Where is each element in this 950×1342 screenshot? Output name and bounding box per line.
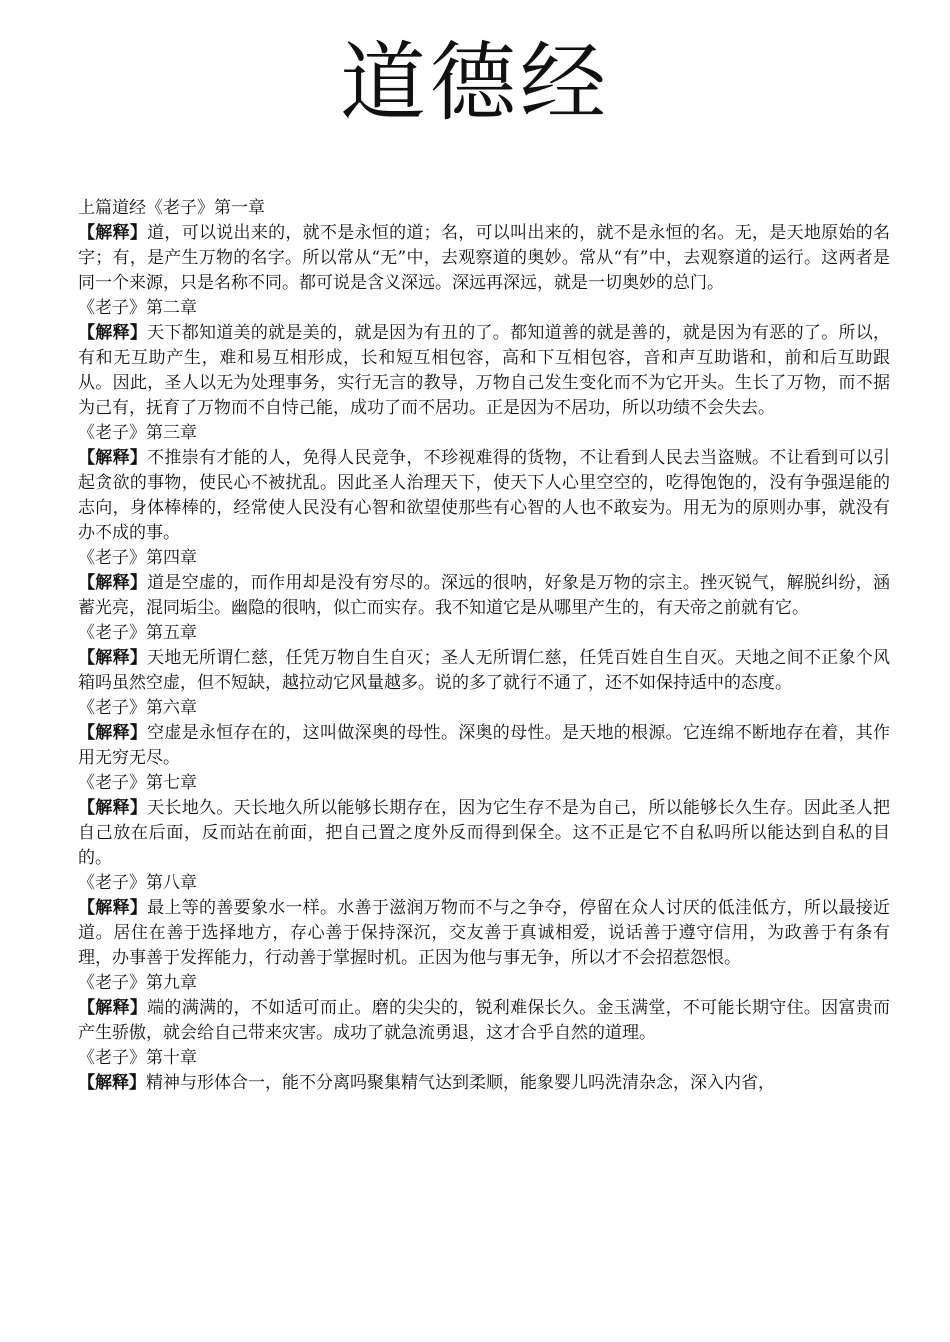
explanation-text: 精神与形体合一，能不分离吗聚集精气达到柔顺，能象婴儿吗洗清杂念，深入内省，: [146, 1073, 775, 1093]
chapter-heading: 《老子》第五章: [78, 623, 197, 643]
chapter-heading: 《老子》第十章: [78, 1048, 197, 1068]
explain-label: 【解释】: [78, 723, 148, 743]
explanation-text: 不推崇有才能的人，免得人民竞争，不珍视难得的货物，不让看到人民去当盗贼。不让看到可以引起贪欲的事物，使民心不被扰乱。因此圣人治理天下，使天下人心里空空的，吃得饱饱的，没有争强逞能的志向，身体棒棒的，经常使人民没有心智和欲望使那些有心智的人也不敢妄为。用无为的原则办事，就没有办不成的事。: [78, 448, 891, 543]
explanation-text: 道，可以说出来的，就不是永恒的道；名，可以叫出来的，就不是永恒的名。无，是天地原始的名字；有，是产生万物的名字。所以常从“无”中，去观察道的奥妙。常从“有”中，去观察道的运行。这两者是同一个来源，只是名称不同。都可说是含义深远。深远再深远，就是一切奥妙的总门。: [78, 223, 891, 293]
document-title: 道德经: [340, 33, 610, 133]
explain-label: 【解释】: [78, 223, 148, 243]
explanation-text: 最上等的善要象水一样。水善于滋润万物而不与之争夺，停留在众人讨厌的低洼低方，所以最接近道。居住在善于选择地方，存心善于保持深沉，交友善于真诚相爱，说话善于遵守信用，为政善于有条有理，办事善于发挥能力，行动善于掌握时机。正因为他与事无争，所以才不会招惹怨恨。: [78, 898, 891, 968]
chapter-heading: 《老子》第八章: [78, 873, 197, 893]
chapter-explanation: [78, 221, 890, 296]
explanation-text: 道是空虚的，而作用却是没有穷尽的。深远的很呐，好象是万物的宗主。挫灭锐气，解脱纠纷，涵蓄光亮，混同垢尘。幽隐的很呐，似亡而实存。我不知道它是从哪里产生的，有天帝之前就有它。: [78, 573, 891, 618]
document-content: [78, 196, 890, 1096]
explanation-text: 天下都知道美的就是美的，就是因为有丑的了。都知道善的就是善的，就是因为有恶的了。所以，有和无互助产生，难和易互相形成，长和短互相包容，高和下互相包容，音和声互助谐和，前和后互助跟从。因此，圣人以无为处理事务，实行无言的教导，万物自己发生变化而不为它开头。生长了万物，而不据为己有，抚育了万物而不自恃己能，成功了而不居功。正是因为不居功，所以功绩不会失去。: [78, 323, 891, 418]
explain-label: 【解释】: [78, 323, 148, 343]
chapter-heading: 《老子》第九章: [78, 973, 197, 993]
explanation-text: 天地无所谓仁慈，任凭万物自生自灭；圣人无所谓仁慈，任凭百姓自生自灭。天地之间不正象个风箱吗虽然空虚，但不短缺，越拉动它风量越多。说的多了就行不通了，还不如保持适中的态度。: [78, 648, 891, 693]
explain-label: 【解释】: [78, 1073, 146, 1093]
chapter-heading: 《老子》第二章: [78, 298, 197, 318]
explanation-text: 空虚是永恒存在的，这叫做深奥的母性。深奥的母性。是天地的根源。它连绵不断地存在着，其作用无穷无尽。: [78, 723, 891, 768]
explain-label: 【解释】: [78, 898, 148, 918]
chapter-explanation: [78, 796, 890, 871]
chapter-heading: 《老子》第七章: [78, 773, 197, 793]
explain-label: 【解释】: [78, 448, 148, 468]
explanation-text: 天长地久。天长地久所以能够长期存在，因为它生存不是为自己，所以能够长久生存。因此圣人把自己放在后面，反而站在前面，把自己置之度外反而得到保全。这不正是它不自私吗所以能达到自私的目的。: [78, 798, 891, 868]
chapter-explanation: [78, 896, 890, 971]
explain-label: 【解释】: [78, 648, 148, 668]
chapter-heading: 《老子》第六章: [78, 698, 197, 718]
explain-label: 【解释】: [78, 998, 148, 1018]
chapter-explanation: [78, 446, 890, 546]
explanation-text: 端的满满的，不如适可而止。磨的尖尖的，锐利难保长久。金玉满堂，不可能长期守住。因富贵而产生骄傲，就会给自己带来灾害。成功了就急流勇退，这才合乎自然的道理。: [78, 998, 891, 1043]
chapter-heading: 上篇道经《老子》第一章: [78, 198, 265, 218]
explain-label: 【解释】: [78, 573, 148, 593]
chapter-explanation: [78, 571, 890, 621]
chapter-heading: 《老子》第四章: [78, 548, 197, 568]
chapter-explanation: [78, 646, 890, 696]
chapter-heading: 《老子》第三章: [78, 423, 197, 443]
chapter-explanation: [78, 996, 890, 1046]
chapter-explanation: [78, 321, 890, 421]
chapter-explanation: [78, 1071, 890, 1096]
explain-label: 【解释】: [78, 798, 148, 818]
chapter-explanation: [78, 721, 890, 771]
